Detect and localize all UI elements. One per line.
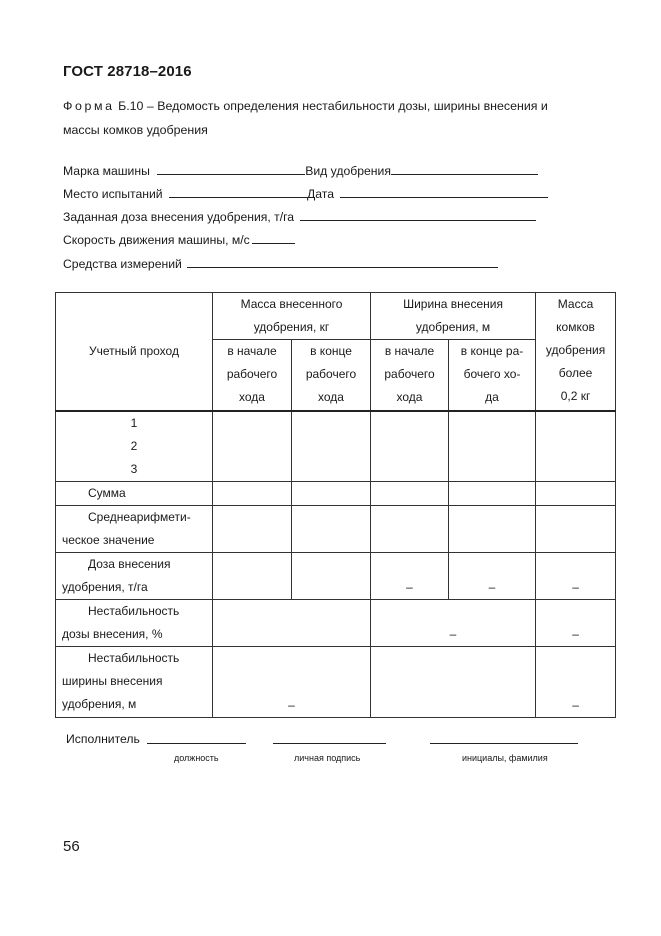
width-start-line2: рабочего bbox=[384, 367, 435, 381]
cell-empty bbox=[371, 481, 449, 505]
header-width-start bbox=[371, 340, 449, 411]
fertilizer-type-line bbox=[391, 163, 538, 175]
passes-row bbox=[56, 411, 616, 482]
header-mass-group bbox=[213, 293, 371, 340]
width-end-line2: бочего хо- bbox=[463, 367, 521, 381]
field-row-dose bbox=[63, 209, 536, 224]
speed-label: Скорость движения машины, м/с bbox=[63, 233, 250, 247]
fertilizer-type-label: Вид удобрения bbox=[305, 164, 391, 178]
dose-lumps-dash: – bbox=[536, 552, 616, 599]
form-caption bbox=[63, 94, 608, 142]
cell-empty bbox=[536, 481, 616, 505]
row-label-mean bbox=[56, 505, 213, 552]
header-width-group bbox=[371, 293, 536, 340]
signature-caption: личная подпись bbox=[294, 753, 361, 763]
cell-empty bbox=[292, 552, 371, 599]
cell-empty bbox=[371, 411, 449, 482]
field-row-instruments bbox=[63, 256, 498, 271]
form-caption-line1: Б.10 – Ведомость определения нестабильности дозы, ширины внесения и bbox=[114, 99, 548, 113]
header-pass-label: Учетный проход bbox=[89, 343, 179, 358]
cell-empty bbox=[292, 505, 371, 552]
dose-width-start-dash: – bbox=[371, 552, 449, 599]
header-lumps-line1: Масса bbox=[557, 297, 594, 311]
mass-end-line3: хода bbox=[318, 390, 344, 404]
cell-empty bbox=[213, 481, 292, 505]
cell-empty bbox=[213, 505, 292, 552]
header-lumps-line5: 0,2 кг bbox=[560, 389, 591, 403]
cell-empty bbox=[449, 411, 536, 482]
header-width-line1: Ширина внесения bbox=[403, 297, 503, 311]
pass-number-3: 3 bbox=[130, 461, 138, 476]
form-caption-line2: массы комков удобрения bbox=[63, 123, 208, 137]
dose-width-end-dash: – bbox=[449, 552, 536, 599]
cell-empty bbox=[292, 411, 371, 482]
machine-brand-label: Марка машины bbox=[63, 164, 150, 178]
dose-label-line1: Доза внесения bbox=[88, 556, 171, 571]
instruments-label: Средства измерений bbox=[63, 257, 182, 271]
header-pass bbox=[56, 293, 213, 411]
header-lumps-line3: удобрения bbox=[545, 343, 606, 357]
pass-numbers bbox=[56, 411, 213, 482]
dose-instability-lumps-dash: – bbox=[536, 599, 616, 646]
row-label-dose bbox=[56, 552, 213, 599]
width-instability-row bbox=[56, 646, 616, 717]
target-dose-label: Заданная доза внесения удобрения, т/га bbox=[63, 210, 295, 224]
cell-empty bbox=[536, 411, 616, 482]
mean-label-line2: ческое значение bbox=[62, 532, 155, 547]
row-label-sum bbox=[56, 481, 213, 505]
width-instability-lumps-dash: – bbox=[536, 646, 616, 717]
cell-empty bbox=[292, 481, 371, 505]
speed-line bbox=[252, 232, 295, 244]
mean-row bbox=[56, 505, 616, 552]
cell-empty bbox=[213, 599, 371, 646]
header-mass-line2: удобрения, кг bbox=[253, 320, 330, 334]
cell-empty bbox=[213, 552, 292, 599]
header-row-groups bbox=[56, 293, 616, 340]
test-place-label: Место испытаний bbox=[63, 187, 163, 201]
header-lumps bbox=[536, 293, 616, 411]
mean-label-line1: Среднеарифмети- bbox=[88, 509, 191, 524]
instruments-line bbox=[187, 256, 498, 268]
position-line bbox=[147, 742, 246, 744]
date-line bbox=[340, 186, 548, 198]
row-label-width-instability bbox=[56, 646, 213, 717]
row-label-dose-instability bbox=[56, 599, 213, 646]
cell-empty bbox=[536, 505, 616, 552]
sum-label: Сумма bbox=[88, 485, 126, 500]
dose-instability-line1: Нестабильность bbox=[88, 603, 180, 618]
date-label: Дата bbox=[307, 187, 334, 201]
header-mass-line1: Масса внесенного bbox=[240, 297, 343, 311]
name-line bbox=[430, 742, 578, 744]
signature-line bbox=[273, 742, 386, 744]
header-mass-start bbox=[213, 340, 292, 411]
header-width-line2: удобрения, м bbox=[415, 320, 491, 334]
dose-instability-line2: дозы внесения, % bbox=[62, 626, 163, 641]
width-end-line3: да bbox=[485, 390, 499, 404]
cell-empty bbox=[213, 411, 292, 482]
mass-start-line2: рабочего bbox=[226, 367, 278, 381]
header-mass-end bbox=[292, 340, 371, 411]
header-width-end bbox=[449, 340, 536, 411]
test-place-line bbox=[169, 186, 307, 198]
sum-row bbox=[56, 481, 616, 505]
field-row-machine bbox=[63, 163, 538, 178]
form-word: Форма bbox=[63, 99, 115, 113]
page-number: 56 bbox=[63, 838, 80, 855]
cell-empty bbox=[371, 646, 536, 717]
width-end-line1: в конце ра- bbox=[460, 344, 524, 358]
measurement-table bbox=[55, 292, 616, 718]
document-code: ГОСТ 28718–2016 bbox=[63, 63, 192, 80]
pass-number-2: 2 bbox=[130, 438, 138, 453]
field-row-speed bbox=[63, 232, 295, 247]
dose-instability-width-dash: – bbox=[371, 599, 536, 646]
target-dose-line bbox=[300, 209, 536, 221]
mass-start-line1: в начале bbox=[227, 344, 277, 358]
performer-label: Исполнитель bbox=[66, 732, 140, 746]
dose-label-line2: удобрения, т/га bbox=[62, 579, 148, 594]
name-caption: инициалы, фамилия bbox=[462, 753, 548, 763]
width-start-line1: в начале bbox=[384, 344, 435, 358]
field-row-place bbox=[63, 186, 548, 201]
mass-end-line1: в конце bbox=[310, 344, 352, 358]
cell-empty bbox=[449, 481, 536, 505]
dose-instability-row bbox=[56, 599, 616, 646]
position-caption: должность bbox=[174, 753, 219, 763]
dose-row bbox=[56, 552, 616, 599]
header-lumps-line2: комков bbox=[556, 320, 595, 334]
cell-empty bbox=[449, 505, 536, 552]
mass-end-line2: рабочего bbox=[305, 367, 357, 381]
pass-number-1: 1 bbox=[130, 415, 138, 430]
width-instability-line1: Нестабильность bbox=[88, 650, 180, 665]
header-lumps-line4: более bbox=[558, 366, 593, 380]
width-instability-mass-dash: – bbox=[213, 646, 371, 717]
width-instability-line2: ширины внесения bbox=[62, 673, 163, 688]
width-start-line3: хода bbox=[396, 390, 423, 404]
width-instability-line3: удобрения, м bbox=[62, 696, 137, 711]
mass-start-line3: хода bbox=[239, 390, 265, 404]
machine-brand-line bbox=[157, 163, 305, 175]
cell-empty bbox=[371, 505, 449, 552]
